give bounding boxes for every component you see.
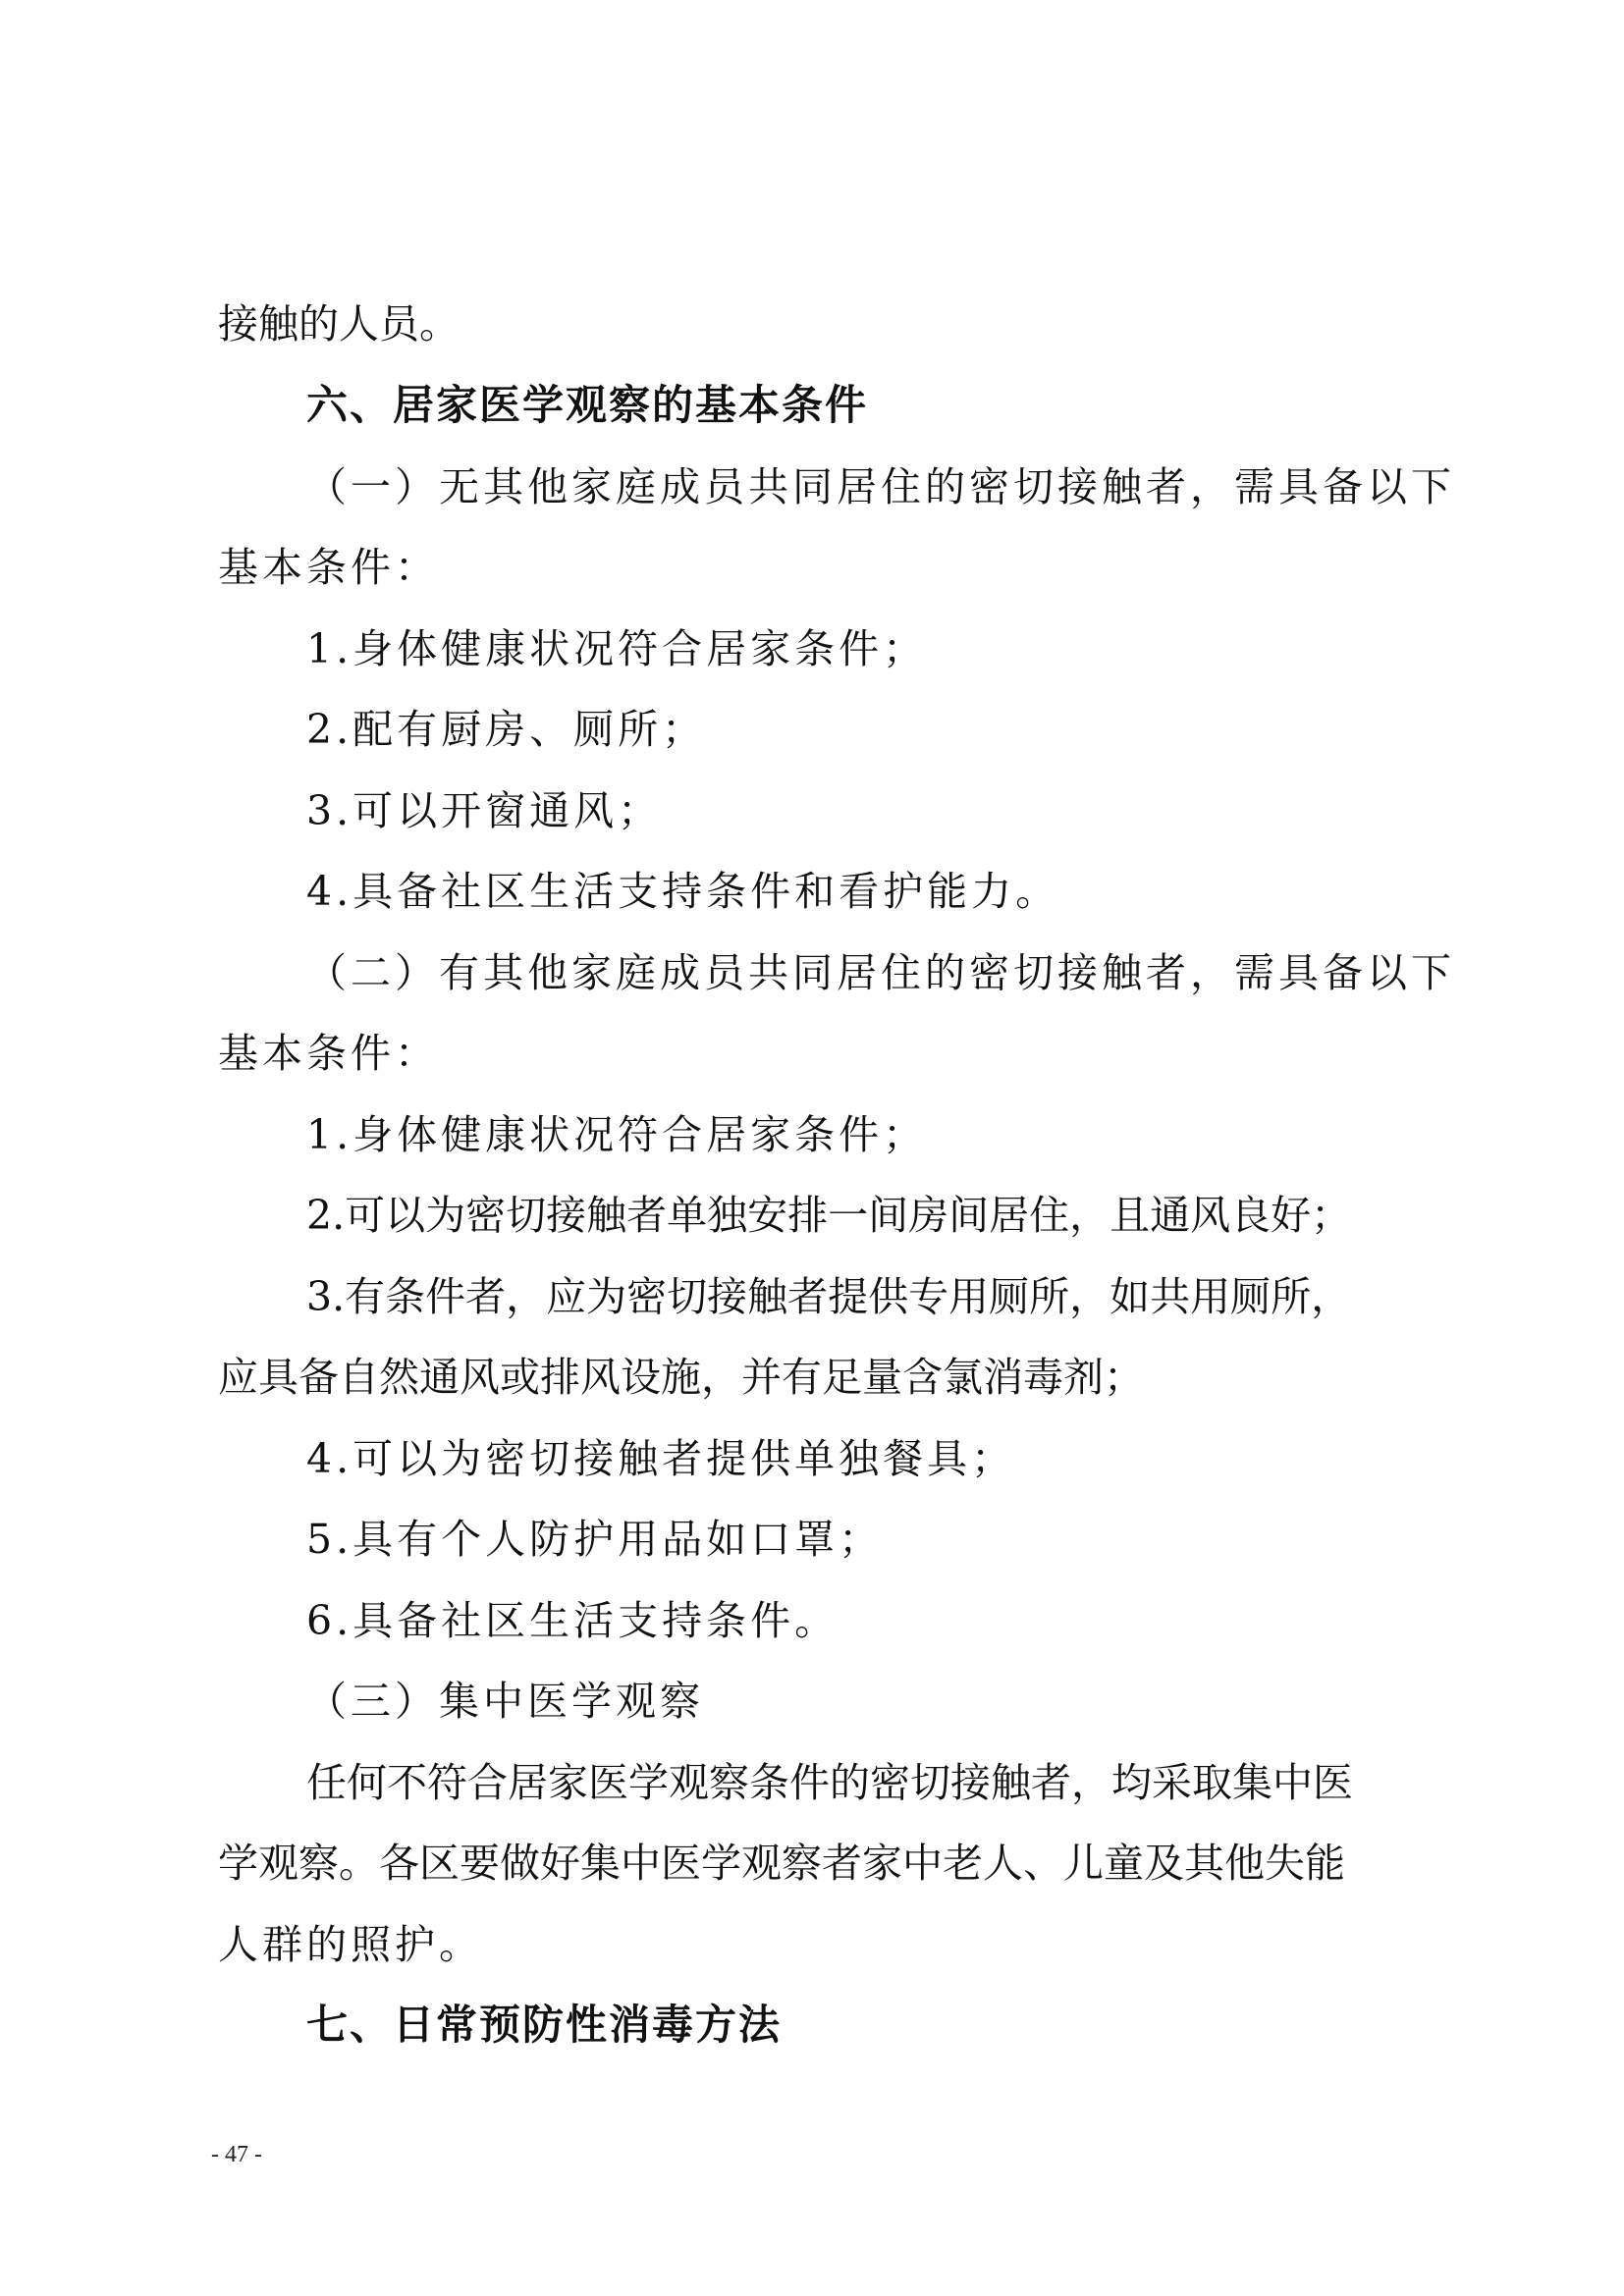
list-item: 1.身体健康状况符合居家条件； bbox=[306, 625, 928, 672]
paragraph-line: 基本条件： bbox=[218, 1030, 439, 1077]
subsection-heading-2: （二）有其他家庭成员共同居住的密切接触者，需具备以下 bbox=[306, 949, 1455, 996]
paragraph-line: 人群的照护。 bbox=[218, 1921, 483, 1968]
section-heading-6: 六、居家医学观察的基本条件 bbox=[306, 381, 869, 429]
list-item: 4.可以为密切接触者提供单独餐具； bbox=[306, 1435, 1016, 1482]
list-item: 4.具备社区生活支持条件和看护能力。 bbox=[306, 868, 1060, 915]
subsection-heading-3: （三）集中医学观察 bbox=[306, 1678, 704, 1725]
paragraph-line: 接触的人员。 bbox=[218, 300, 460, 347]
list-item: 5.具有个人防护用品如口罩； bbox=[306, 1516, 884, 1563]
paragraph-line: 应具备自然通风或排风设施，并有足量含氯消毒剂； bbox=[218, 1354, 1144, 1401]
list-item: 2.可以为密切接触者单独安排一间房间居住，且通风良好； bbox=[306, 1192, 1352, 1239]
paragraph-line: 学观察。各区要做好集中医学观察者家中老人、儿童及其他失能 bbox=[218, 1840, 1345, 1887]
subsection-heading-1: （一）无其他家庭成员共同居住的密切接触者，需具备以下 bbox=[306, 463, 1455, 510]
page-number: - 47 - bbox=[211, 2142, 262, 2167]
paragraph-line: 任何不符合居家医学观察条件的密切接触者，均采取集中医 bbox=[306, 1759, 1353, 1806]
list-item: 6.具备社区生活支持条件。 bbox=[306, 1597, 839, 1644]
list-item: 2.配有厨房、厕所； bbox=[306, 706, 707, 753]
list-item: 3.可以开窗通风； bbox=[306, 787, 663, 834]
list-item: 1.身体健康状况符合居家条件； bbox=[306, 1111, 928, 1158]
paragraph-line: 基本条件： bbox=[218, 544, 439, 591]
section-heading-7: 七、日常预防性消毒方法 bbox=[306, 2001, 783, 2049]
list-item: 3.有条件者，应为密切接触者提供专用厕所，如共用厕所， bbox=[306, 1273, 1352, 1320]
